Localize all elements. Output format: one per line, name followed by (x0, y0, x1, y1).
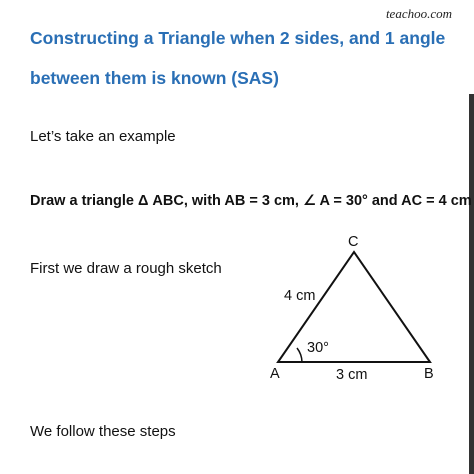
example-intro: Let’s take an example (30, 128, 176, 145)
side-ab-label: 3 cm (336, 367, 368, 383)
teachoo-watermark: teachoo.com (385, 6, 452, 21)
steps-intro: We follow these steps (30, 423, 176, 440)
side-ac-label: 4 cm (284, 288, 316, 304)
triangle-sketch (262, 230, 452, 390)
sketch-intro: First we draw a rough sketch (30, 260, 222, 277)
vertex-b-label: B (424, 366, 434, 382)
problem-statement: Draw a triangle Δ ABC, with AB = 3 cm, ∠ A = 30° and AC = 4 cm (30, 193, 472, 209)
scrollbar[interactable] (469, 94, 474, 474)
angle-arc (297, 348, 302, 362)
page-title: Constructing a Triangle when 2 sides, and 1 angle between them is known (SAS) (30, 28, 446, 88)
triangle-shape (278, 252, 430, 362)
vertex-c-label: C (348, 234, 359, 250)
angle-a-label: 30° (307, 340, 329, 356)
vertex-a-label: A (270, 366, 280, 382)
